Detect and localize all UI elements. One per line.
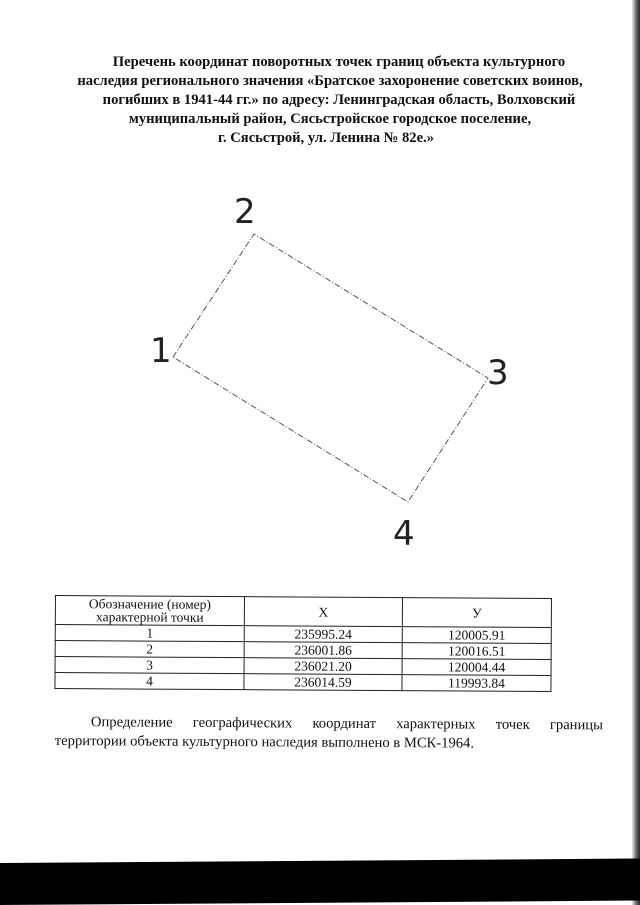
header-x: X: [244, 597, 402, 627]
footer-note: [55, 713, 603, 754]
cell-y: 120016.51: [402, 643, 551, 660]
cell-point: 3: [55, 657, 244, 674]
title-line-4: муниципальный район, Сясьстройское городское поселение,: [128, 111, 532, 127]
coordinates-table: [54, 595, 552, 692]
cell-x: 236021.20: [244, 658, 402, 675]
header-y: У: [402, 598, 551, 628]
cell-point: 2: [55, 641, 244, 658]
cell-x: 236001.86: [244, 642, 402, 659]
table-header-row: [55, 596, 551, 628]
point-label-4: 4: [393, 514, 415, 554]
cell-x: 236014.59: [244, 674, 402, 691]
point-label-2: 2: [234, 192, 256, 232]
point-label-3: 3: [487, 353, 509, 393]
title-line-3: погибших в 1941-44 гг.» по адресу: Ленинградская область, Волховский: [102, 92, 576, 108]
cell-point: 1: [55, 625, 244, 642]
title-line-5: г. Сясьстрой, ул. Ленина № 82е.»: [217, 130, 435, 146]
cell-y: 120004.44: [402, 659, 551, 676]
table-row: [55, 673, 551, 692]
boundary-polygon: [173, 234, 488, 502]
footer-line-2: территории объекта культурного наследия выполнено в МСК-1964.: [54, 732, 475, 752]
cell-y: 120005.91: [402, 627, 551, 644]
cell-x: 235995.24: [244, 626, 402, 643]
cell-y: 119993.84: [402, 675, 551, 692]
point-label-1: 1: [150, 331, 172, 371]
footer-line-1: Определение географических координат характерных точек границы: [90, 714, 603, 734]
title-line-2: наследия регионального значения «Братское захоронение советских воинов,: [77, 73, 583, 89]
title-line-1: Перечень координат поворотных точек границ объекта культурного: [112, 54, 566, 70]
scan-edge-bottom: [0, 859, 640, 905]
cell-point: 4: [55, 673, 244, 690]
header-point-number: Обозначение (номер) характерной точки: [55, 596, 244, 626]
